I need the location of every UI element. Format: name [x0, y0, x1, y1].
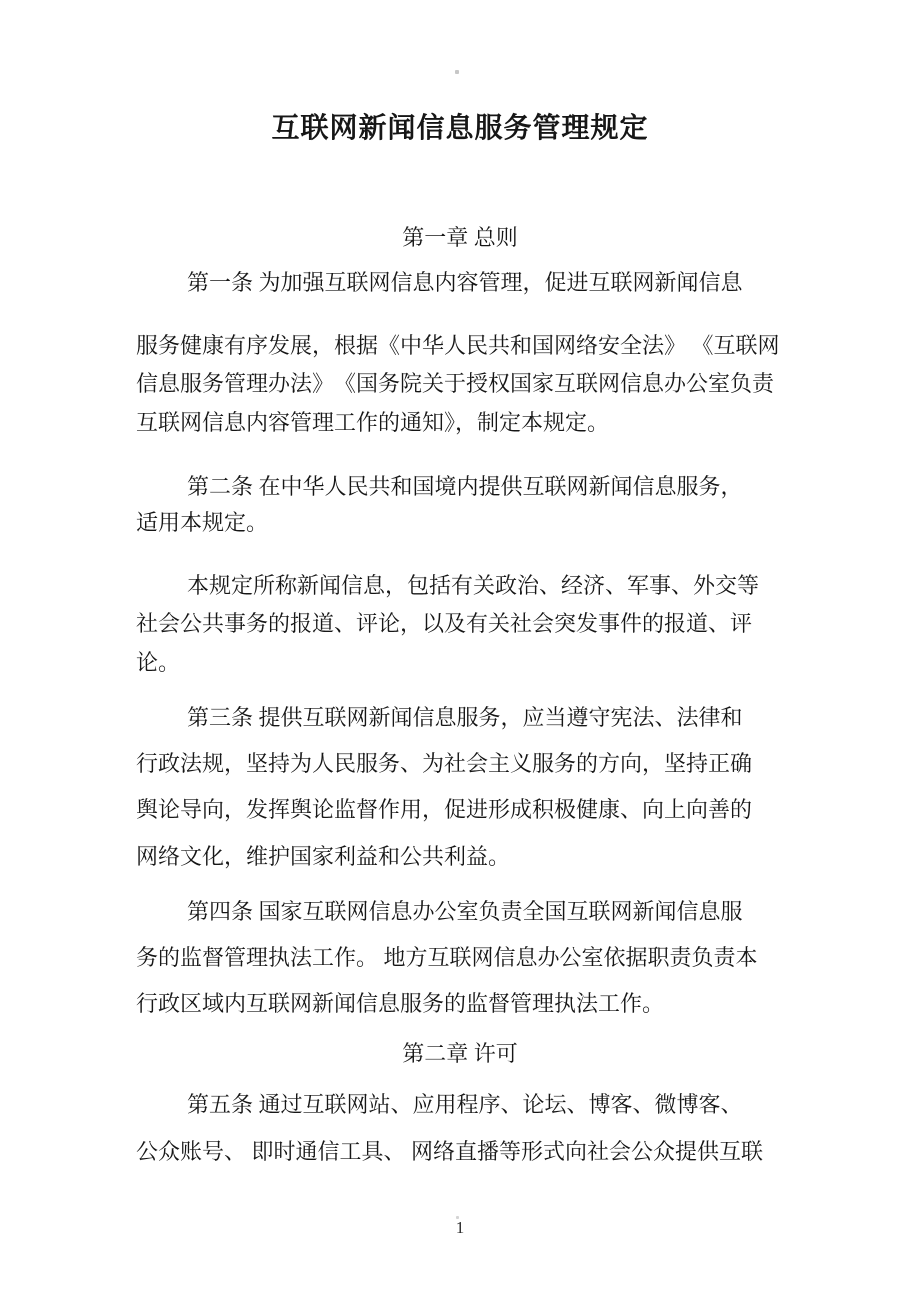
- article1-line: 第一条 为加强互联网信息内容管理，促进互联网新闻信息: [187, 270, 743, 295]
- page-number: 1: [455, 1218, 465, 1237]
- article4-line: 行政区域内互联网新闻信息服务的监督管理执法工作。: [136, 991, 665, 1016]
- scan-artifact-dot: [455, 70, 459, 74]
- article5-line: 第五条 通过互联网站、应用程序、论坛、博客、微博客、: [187, 1092, 743, 1117]
- article1-line: 信息服务管理办法》 《国务院关于授权国家互联网信息办公室负责: [136, 371, 775, 396]
- article4-line: 务的监督管理执法工作。 地方互联网信息办公室依据职责负责本: [136, 945, 758, 970]
- chapter-heading-1: 第一章 总则: [402, 225, 518, 250]
- article2-definition-line: 社会公共事务的报道、评论，以及有关社会突发事件的报道、评: [136, 611, 753, 636]
- article3-line: 舆论导向，发挥舆论监督作用，促进形成积极健康、向上向善的: [136, 797, 753, 822]
- article3-line: 第三条 提供互联网新闻信息服务，应当遵守宪法、法律和: [187, 705, 743, 730]
- article2-line: 第二条 在中华人民共和国境内提供互联网新闻信息服务，: [187, 474, 743, 499]
- article2-definition-line: 本规定所称新闻信息，包括有关政治、经济、军事、外交等: [187, 573, 760, 598]
- article3-line: 行政法规，坚持为人民服务、为社会主义服务的方向，坚持正确: [136, 751, 753, 776]
- article2-line: 适用本规定。: [136, 510, 269, 535]
- document-title: 互联网新闻信息服务管理规定: [271, 113, 649, 144]
- chapter-heading-2: 第二章 许可: [402, 1041, 518, 1066]
- article4-line: 第四条 国家互联网信息办公室负责全国互联网新闻信息服: [187, 899, 743, 924]
- article1-line: 互联网信息内容管理工作的通知》，制定本规定。: [136, 410, 610, 435]
- article2-definition-line: 论。: [136, 650, 181, 675]
- article1-line: 服务健康有序发展，根据《中华人民共和国网络安全法》 《互联网: [136, 333, 780, 358]
- article5-line: 公众账号、 即时通信工具、 网络直播等形式向社会公众提供互联: [136, 1139, 764, 1164]
- article3-line: 网络文化，维护国家利益和公共利益。: [136, 844, 511, 869]
